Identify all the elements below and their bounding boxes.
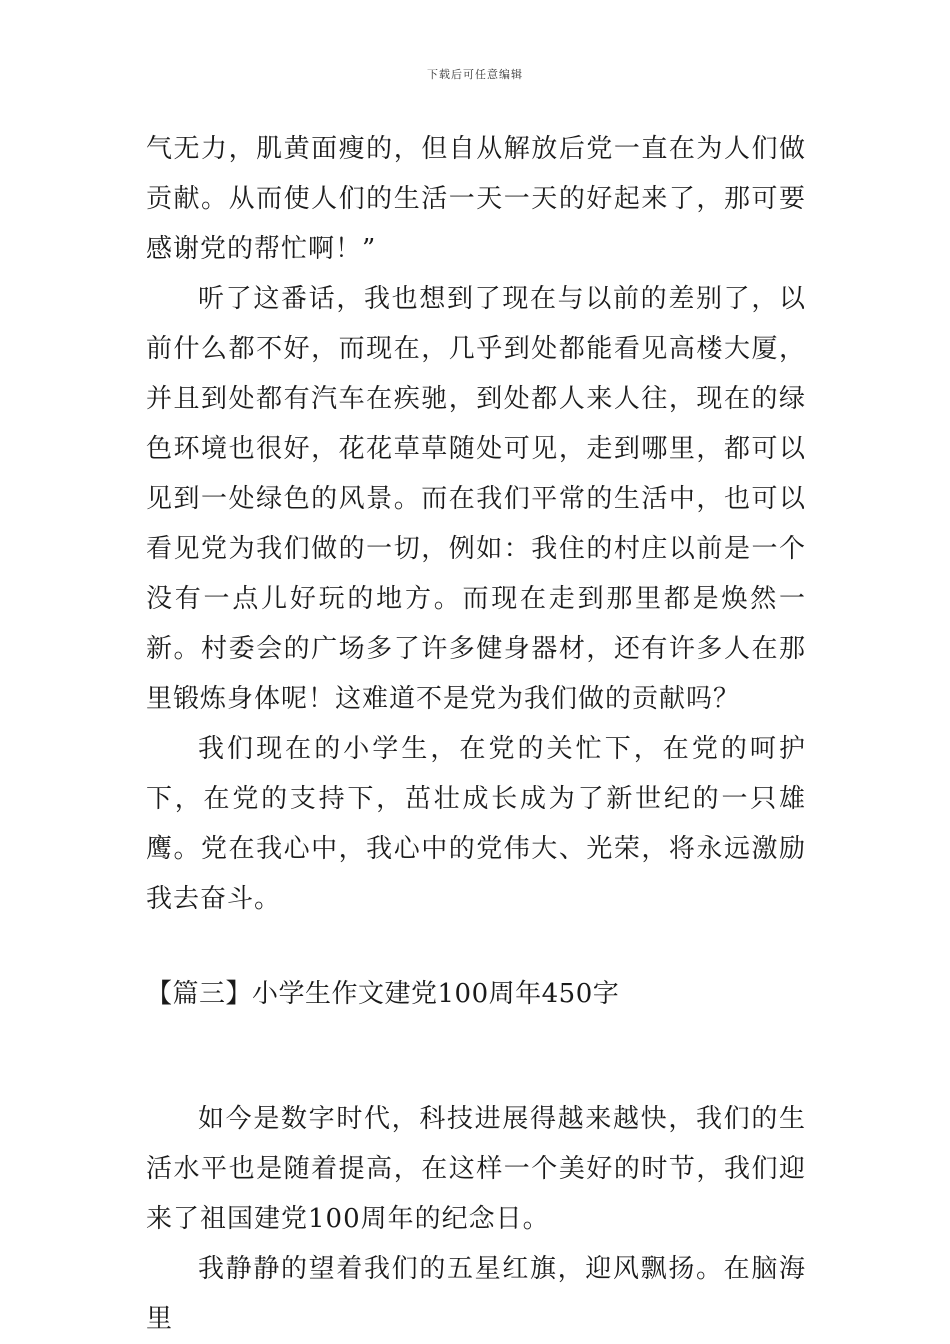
paragraph-1: 气无力，肌黄面瘦的，但自从解放后党一直在为人们做贡献。从而使人们的生活一天一天的好起来了，那可要感谢党的帮忙啊！” [146,134,806,264]
paragraph-2: 听了这番话，我也想到了现在与以前的差别了，以前什么都不好，而现在，几乎到处都能看见高楼大厦，并且到处都有汽车在疾驰，到处都人来人往，现在的绿色环境也很好，花花草草随处可见，走到哪里，都可以见到一处绿色的风景。而在我们平常的生活中，也可以看见党为我们做的一切，例如：我住的村庄以前是一个没有一点儿好玩的地方。而现在走到那里都是焕然一新。村委会的广场多了许多健身器材，还有许多人在那里锻炼身体呢！这难道不是党为我们做的贡献吗？ [146,284,806,714]
paragraph-4: 如今是数字时代，科技进展得越来越快，我们的生活水平也是随着提高，在这样一个美好的时节，我们迎来了祖国建党100周年的纪念日。 [146,1104,806,1234]
paragraph-5: 我静静的望着我们的五星红旗，迎风飘扬。在脑海里 [146,1254,806,1334]
spacer [146,924,806,969]
paragraph-3: 我们现在的小学生，在党的关忙下，在党的呵护下，在党的支持下，茁壮成长成为了新世纪的一只雄鹰。党在我心中，我心中的党伟大、光荣，将永远激励我去奋斗。 [146,734,806,914]
page-header: 下载后可任意编辑 [427,68,523,81]
section-heading: 【篇三】小学生作文建党100周年450字 [146,979,620,1009]
document-body [146,124,806,1344]
spacer [146,1019,806,1094]
